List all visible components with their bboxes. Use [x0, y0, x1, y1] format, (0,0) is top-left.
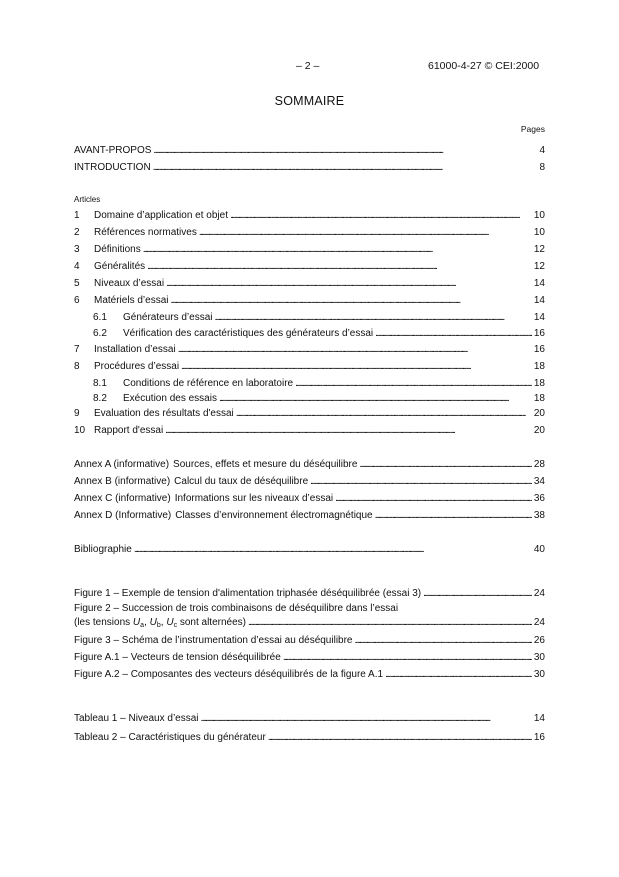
toc-article-text: Matériels d’essai — [94, 295, 169, 306]
toc-article-page: 14 — [533, 278, 545, 289]
toc-article-number: 6 — [74, 295, 80, 306]
toc-annex-page: 38 — [533, 510, 545, 521]
voltage-symbol: U — [149, 617, 157, 628]
toc-annex-label: Annex A (informative) — [74, 459, 170, 470]
toc-figure-page: 24 — [533, 617, 545, 628]
toc-article-text: Installation d’essai — [94, 344, 176, 355]
toc-article-text: Domaine d’application et objet — [94, 210, 228, 221]
toc-article-page: 14 — [533, 295, 545, 306]
articles-label: Articles — [74, 195, 101, 204]
toc-article-number: 8.2 — [93, 393, 107, 404]
toc-article-text: Conditions de référence en laboratoire — [123, 378, 294, 389]
toc-subarticle[interactable] — [93, 326, 545, 340]
toc-subarticle[interactable] — [93, 391, 545, 405]
subscript: a — [140, 622, 145, 629]
toc-annex-text: Informations sur les niveaux d’essai — [174, 493, 334, 504]
toc-figure-page: 26 — [533, 635, 545, 646]
page-title: SOMMAIRE — [274, 94, 345, 108]
toc-article-page: 18 — [533, 393, 545, 404]
toc-figure-page: 30 — [533, 652, 545, 663]
toc-annex-label: Annex B (informative) — [74, 476, 171, 487]
toc-article-page: 20 — [533, 425, 545, 436]
toc-article-page: 14 — [533, 312, 545, 323]
toc-article[interactable] — [74, 242, 545, 256]
toc-article-text: Exécution des essais — [123, 393, 217, 404]
toc-article[interactable] — [74, 406, 545, 420]
toc-article-page: 16 — [533, 328, 545, 339]
toc-article-number: 4 — [74, 261, 80, 272]
toc-annex[interactable] — [74, 474, 545, 488]
toc-annex-text: Classes d’environnement électromagnétique — [175, 510, 373, 521]
toc-figure-line1: Figure 2 – Succession de trois combinaisons de déséquilibre dans l’essai — [74, 603, 399, 614]
toc-annex-page: 28 — [533, 459, 545, 470]
toc-figure[interactable] — [74, 586, 545, 600]
toc-figure[interactable] — [74, 667, 545, 681]
separator: , — [160, 617, 167, 628]
toc-article-text: Généralités — [94, 261, 146, 272]
page-number: – 2 – — [296, 60, 320, 72]
toc-article-text: Générateurs d’essai — [123, 312, 213, 323]
toc-article-number: 1 — [74, 210, 80, 221]
toc-article[interactable] — [74, 259, 545, 273]
toc-article-page: 18 — [533, 378, 545, 389]
toc-annex-text: Calcul du taux de déséquilibre — [174, 476, 309, 487]
toc-article-text: Niveaux d’essai — [94, 278, 165, 289]
toc-annex[interactable] — [74, 508, 545, 522]
toc-table-page: 14 — [533, 713, 545, 724]
toc-article[interactable] — [74, 208, 545, 222]
voltage-symbol: U — [166, 617, 174, 628]
toc-figure[interactable] — [74, 633, 545, 647]
toc-article-text: Références normatives — [94, 227, 197, 238]
subscript: b — [156, 622, 161, 629]
toc-article-text: Evaluation des résultats d'essai — [94, 408, 234, 419]
toc-subarticle[interactable] — [93, 310, 545, 324]
toc-article[interactable] — [74, 225, 545, 239]
toc-article-text: Rapport d'essai — [94, 425, 164, 436]
toc-article-number: 6.1 — [93, 312, 107, 323]
toc-article-number: 8.1 — [93, 378, 107, 389]
toc-entry-introduction[interactable] — [74, 160, 545, 174]
toc-subarticle[interactable] — [93, 376, 545, 390]
toc-figure-text: Figure A.1 – Vecteurs de tension déséquilibrée — [74, 652, 281, 663]
subscript: c — [173, 622, 178, 629]
toc-article[interactable] — [74, 423, 545, 437]
toc-article-page: 18 — [533, 361, 545, 372]
toc-article[interactable] — [74, 293, 545, 307]
toc-entry-page: 40 — [533, 544, 545, 555]
toc-entry-avant-propos[interactable] — [74, 143, 545, 157]
toc-table-text: Tableau 1 – Niveaux d’essai — [74, 713, 199, 724]
toc-figure-page: 30 — [533, 669, 545, 680]
toc-annex-page: 34 — [533, 476, 545, 487]
toc-figure-text: Figure A.2 – Composantes des vecteurs déséquilibrés de la figure A.1 — [74, 669, 384, 680]
toc-annex[interactable] — [74, 491, 545, 505]
toc-article-text: Définitions — [94, 244, 141, 255]
toc-table[interactable] — [74, 730, 545, 744]
toc-article-number: 7 — [74, 344, 80, 355]
separator: , — [144, 617, 150, 628]
toc-bibliography[interactable] — [74, 542, 545, 556]
figure-text-part: (les tensions — [74, 617, 133, 628]
toc-article-number: 5 — [74, 278, 80, 289]
toc-annex-text: Sources, effets et mesure du déséquilibre — [173, 459, 358, 470]
toc-article-page: 12 — [533, 261, 545, 272]
toc-article-number: 3 — [74, 244, 80, 255]
toc-table-page: 16 — [533, 732, 545, 743]
toc-article[interactable] — [74, 342, 545, 356]
toc-article-page: 20 — [533, 408, 545, 419]
toc-entry-text: INTRODUCTION — [74, 162, 151, 173]
toc-article-number: 10 — [74, 425, 86, 436]
toc-article[interactable] — [74, 359, 545, 373]
toc-figure-page: 24 — [533, 588, 545, 599]
toc-figure-text — [74, 617, 246, 629]
toc-entry-text: Bibliographie — [74, 544, 132, 555]
toc-article-number: 8 — [74, 361, 80, 372]
toc-figure[interactable] — [74, 615, 545, 629]
toc-article-text: Procédures d’essai — [94, 361, 180, 372]
toc-article-page: 10 — [533, 227, 545, 238]
toc-article-page: 16 — [533, 344, 545, 355]
toc-annex[interactable] — [74, 457, 545, 471]
voltage-symbol: U — [132, 617, 141, 628]
toc-article-number: 9 — [74, 408, 80, 419]
pages-label: Pages — [520, 124, 545, 134]
figure-text-part: sont alternées) — [177, 617, 246, 628]
toc-article[interactable] — [74, 276, 545, 290]
toc-annex-page: 36 — [533, 493, 545, 504]
toc-entry-text: AVANT-PROPOS — [74, 145, 152, 156]
toc-figure-text: Figure 1 – Exemple de tension d'alimentation triphasée déséquilibrée (essai 3) — [74, 588, 422, 599]
toc-table-text: Tableau 2 – Caractéristiques du générateur — [74, 732, 266, 743]
toc-figure[interactable] — [74, 650, 545, 664]
toc-article-text: Vérification des caractéristiques des générateurs d’essai — [123, 328, 374, 339]
toc-article-page: 10 — [533, 210, 545, 221]
toc-figure-text: Figure 3 – Schéma de l’instrumentation d’essai au déséquilibre — [74, 635, 353, 646]
toc-article-number: 2 — [74, 227, 80, 238]
toc-table[interactable] — [74, 711, 545, 725]
toc-annex-label: Annex D (Informative) — [74, 510, 172, 521]
toc-entry-page: 4 — [539, 145, 545, 156]
document-reference: 61000-4-27 © CEI:2000 — [428, 60, 540, 72]
toc-annex-label: Annex C (informative) — [74, 493, 171, 504]
toc-article-page: 12 — [533, 244, 545, 255]
toc-article-number: 6.2 — [93, 328, 107, 339]
toc-entry-page: 8 — [539, 162, 545, 173]
